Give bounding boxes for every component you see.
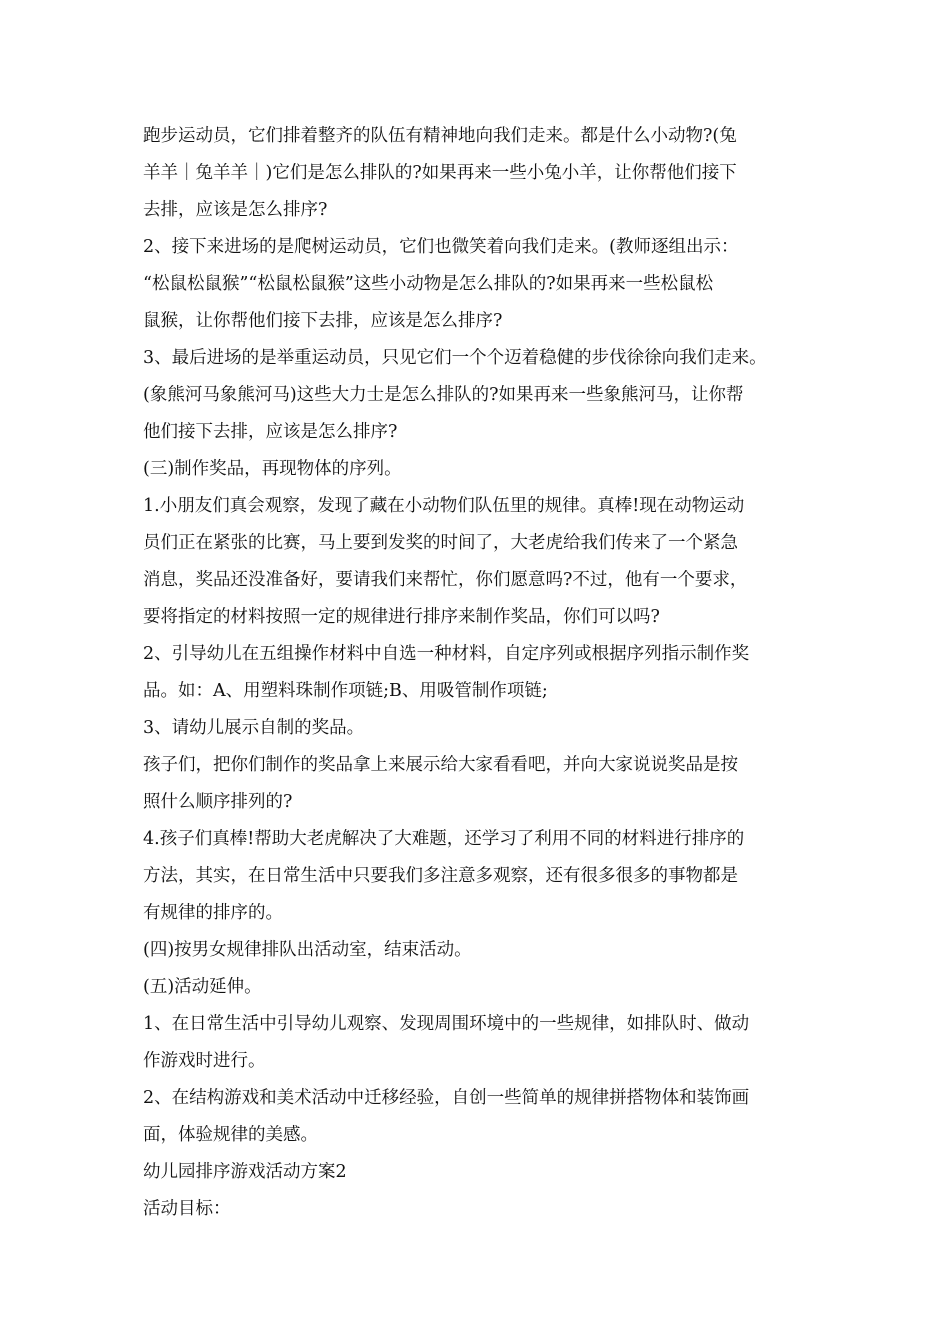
- document-title: 幼儿园排序游戏活动方案2: [143, 1162, 347, 1182]
- text-line: 员们正在紧张的比赛，马上要到发奖的时间了，大老虎给我们传来了一个紧急: [143, 533, 738, 553]
- text-line: 作游戏时进行。: [143, 1051, 266, 1071]
- text-line: 3、请幼儿展示自制的奖品。: [143, 718, 365, 738]
- text-line: 2、引导幼儿在五组操作材料中自选一种材料，自定序列或根据序列指示制作奖: [143, 644, 750, 664]
- section-heading: (三)制作奖品，再现物体的序列。: [143, 459, 402, 479]
- text-line: 面，体验规律的美感。: [143, 1125, 318, 1145]
- text-line: 1、在日常生活中引导幼儿观察、发现周围环境中的一些规律，如排队时、做动: [143, 1014, 750, 1034]
- text-line: (象熊河马象熊河马)这些大力士是怎么排队的?如果再来一些象熊河马，让你帮: [143, 385, 744, 405]
- text-line: 羊羊｜兔羊羊｜)它们是怎么排队的?如果再来一些小兔小羊，让你帮他们接下: [143, 163, 737, 183]
- text-line: 鼠猴，让你帮他们接下去排，应该是怎么排序?: [143, 311, 503, 331]
- text-line: 跑步运动员，它们排着整齐的队伍有精神地向我们走来。都是什么小动物?(兔: [143, 126, 737, 146]
- text-line: 1.小朋友们真会观察，发现了藏在小动物们队伍里的规律。真棒!现在动物运动: [143, 496, 745, 516]
- text-line: 4.孩子们真棒!帮助大老虎解决了大难题，还学习了利用不同的材料进行排序的: [143, 829, 745, 849]
- text-line: 要将指定的材料按照一定的规律进行排序来制作奖品，你们可以吗?: [143, 607, 660, 627]
- text-line: 消息，奖品还没准备好，要请我们来帮忙，你们愿意吗?不过，他有一个要求，: [143, 570, 748, 590]
- text-line: 他们接下去排，应该是怎么排序?: [143, 422, 398, 442]
- text-line: “松鼠松鼠猴”“松鼠松鼠猴”这些小动物是怎么排队的?如果再来一些松鼠松: [143, 274, 714, 294]
- section-heading: (四)按男女规律排队出活动室，结束活动。: [143, 940, 472, 960]
- text-line: 孩子们，把你们制作的奖品拿上来展示给大家看看吧，并向大家说说奖品是按: [143, 755, 738, 775]
- text-line: 2、在结构游戏和美术活动中迁移经验，自创一些简单的规律拼搭物体和装饰画: [143, 1088, 750, 1108]
- text-line: 方法，其实，在日常生活中只要我们多注意多观察，还有很多很多的事物都是: [143, 866, 738, 886]
- text-line: 照什么顺序排列的?: [143, 792, 293, 812]
- text-line: 2、接下来进场的是爬树运动员，它们也微笑着向我们走来。(教师逐组出示：: [143, 237, 739, 257]
- document-body: [143, 118, 811, 1228]
- text-line: 品。如：A、用塑料珠制作项链;B、用吸管制作项链;: [143, 681, 548, 701]
- text-line: 有规律的排序的。: [143, 903, 283, 923]
- text-line: 去排，应该是怎么排序?: [143, 200, 328, 220]
- section-heading: 活动目标：: [143, 1199, 231, 1219]
- text-line: 3、最后进场的是举重运动员，只见它们一个个迈着稳健的步伐徐徐向我们走来。: [143, 348, 767, 368]
- section-heading: (五)活动延伸。: [143, 977, 262, 997]
